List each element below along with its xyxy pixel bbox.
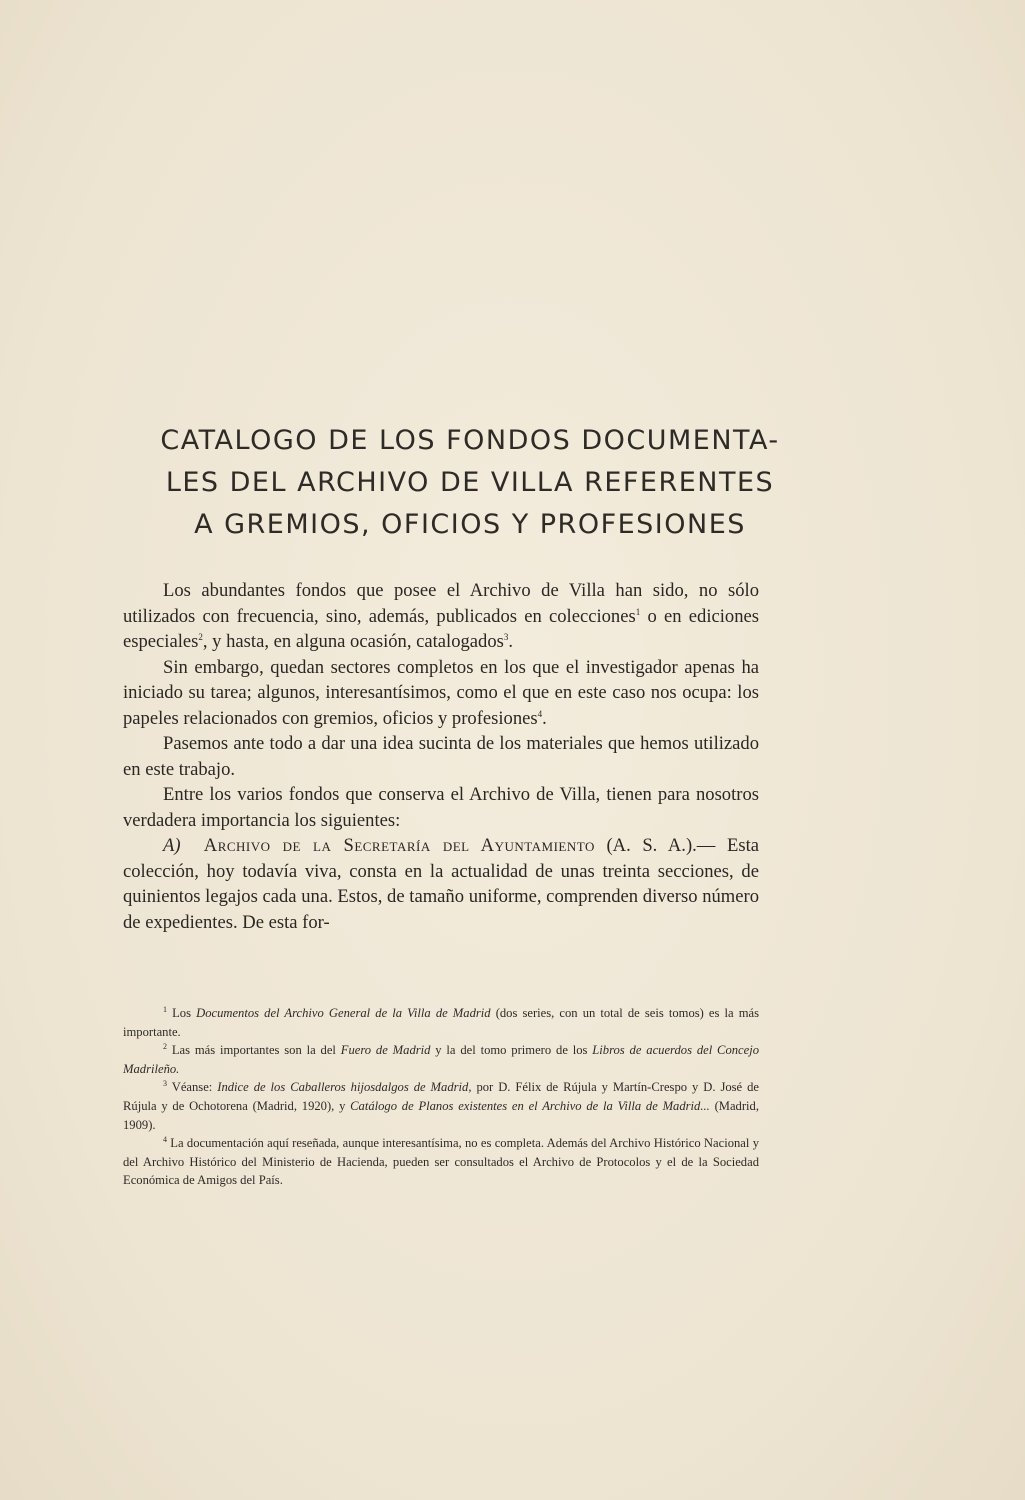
paragraph-1-text-b: o en ediciones especiales <box>123 605 759 652</box>
paragraph-2-text-b: . <box>542 707 547 729</box>
article-body <box>123 578 759 935</box>
footnote-2 <box>123 1041 759 1078</box>
footnote-1-italic: Documentos del Archivo General de la Villa de Madrid <box>196 1006 491 1020</box>
footnote-2-text-b: y la del tomo primero de los <box>430 1043 593 1058</box>
footnotes <box>123 1004 759 1190</box>
footnote-3-italic-1: Indice de los Caballeros hijosdalgos de Madrid, <box>217 1080 472 1095</box>
paragraph-1-text-d: . <box>508 631 514 652</box>
paragraph-1 <box>123 578 759 655</box>
footnote-3-number: 3 <box>163 1079 167 1089</box>
footnote-3-text-a: Véanse: <box>167 1080 218 1095</box>
footnote-3-text-b: por D. Félix de Rújula y Martín-Crespo y D. José de Rújula y de Ochotorena (Madrid, 1920), y <box>123 1080 759 1113</box>
footnote-ref-3: 3 <box>503 631 509 642</box>
footnote-2-text-a: Las más importantes son la del <box>167 1043 341 1058</box>
footnote-1-text-b: (dos series, con un total de seis tomos) es la más importante. <box>123 1006 760 1039</box>
footnote-ref-1: 1 <box>635 606 641 617</box>
paragraph-5-text: (A. S. A.).— Esta colección, hoy todavía viva, consta en la actualidad de unas treinta secciones, de quinientos legajos cada una. Estos, de tamaño uniforme, comprenden diverso número de expedientes. De esta for- <box>123 835 760 933</box>
footnote-3-italic-2: Catálogo de Planos existentes en el Archivo de la Villa de Madrid... <box>350 1098 710 1113</box>
footnote-3 <box>123 1078 759 1134</box>
paragraph-1-text-c: , y hasta, en alguna ocasión, catalogados <box>202 631 504 652</box>
title-line-1: CATALOGO DE LOS FONDOS DOCUMENTA- <box>160 425 780 456</box>
section-letter: A) <box>163 835 181 856</box>
paragraph-1-text-a: Los abundantes fondos que posee el Archivo de Villa han sido, no sólo utilizados con frecuencia, sino, además, publicados en colecciones <box>123 580 759 627</box>
footnote-1-text-a: Los <box>167 1006 197 1020</box>
footnote-2-number: 2 <box>163 1042 167 1051</box>
footnote-1-number: 1 <box>163 1004 167 1014</box>
paragraph-2 <box>123 655 759 732</box>
footnote-ref-2: 2 <box>198 631 203 642</box>
footnote-2-italic-1: Fuero de Madrid <box>340 1043 431 1058</box>
paragraph-3: Pasemos ante todo a dar una idea sucinta de los materiales que hemos utilizado en este trabajo. <box>123 733 759 780</box>
footnote-4 <box>123 1134 759 1190</box>
paragraph-4: Entre los varios fondos que conserva el Archivo de Villa, tienen para nosotros verdadera importancia los siguientes: <box>123 784 759 831</box>
footnote-2-italic-2: Libros de acuerdos del Concejo Madrileño. <box>123 1043 760 1076</box>
title-line-2: LES DEL ARCHIVO DE VILLA REFERENTES <box>165 467 775 498</box>
paragraph-5 <box>123 833 759 935</box>
title-line-3: A GREMIOS, OFICIOS Y PROFESIONES <box>194 509 746 540</box>
paragraph-2-text-a: Sin embargo, quedan sectores completos en los que el investigador apenas ha iniciado su tarea; algunos, interesantísimos, como el que en este caso nos ocupa: los papeles relacionados con gremios, oficios y profesiones <box>123 656 759 729</box>
footnote-3-text-c: (Madrid, 1909). <box>123 1098 759 1132</box>
reverse-page-bleed-through <box>120 190 880 298</box>
footnote-ref-4: 4 <box>537 708 543 719</box>
article-title <box>100 420 840 546</box>
footnote-4-number: 4 <box>163 1134 167 1144</box>
footnote-1 <box>123 1004 759 1041</box>
footnote-4-text: La documentación aquí reseñada, aunque interesantísima, no es completa. Además del Archivo Histórico Nacional y del Archivo Histórico del Ministerio de Hacienda, pueden ser consultados el Archivo de Protocolos y el de la Sociedad Económica de Amigos del País. <box>123 1136 759 1188</box>
section-heading: Archivo de la Secretaría del Ayuntamiento <box>203 835 595 856</box>
